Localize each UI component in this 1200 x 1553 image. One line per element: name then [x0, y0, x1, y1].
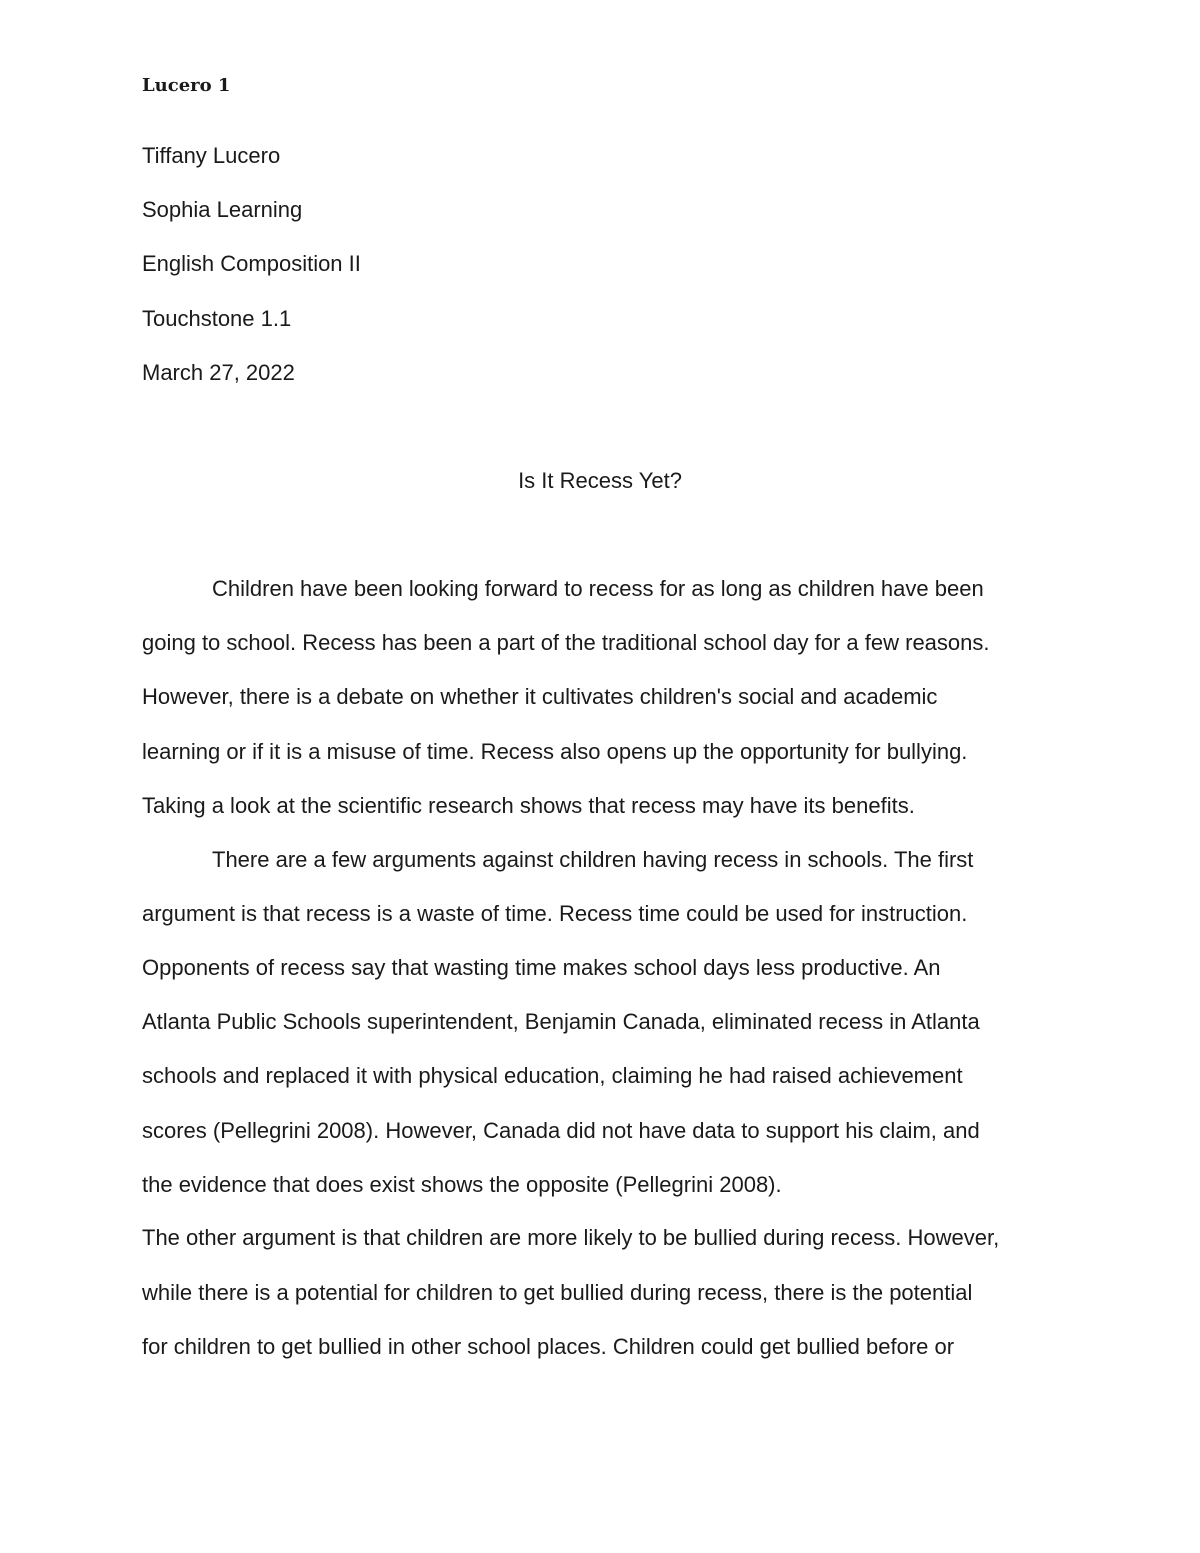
submission-date: March 27, 2022 — [142, 360, 295, 385]
paragraph-1-line-4: learning or if it is a misuse of time. Recess also opens up the opportunity for bullying. — [142, 739, 968, 764]
institution-name: Sophia Learning — [142, 197, 303, 222]
paragraph-2-line-4: Atlanta Public Schools superintendent, Benjamin Canada, eliminated recess in Atlanta — [142, 1009, 980, 1034]
assignment-name: Touchstone 1.1 — [142, 306, 292, 331]
paragraph-2-line-6: scores (Pellegrini 2008). However, Canada did not have data to support his claim, and — [142, 1118, 980, 1143]
student-name: Tiffany Lucero — [142, 143, 281, 168]
paragraph-3-line-1: The other argument is that children are more likely to be bullied during recess. However, — [142, 1225, 1000, 1250]
paragraph-3-line-3: for children to get bullied in other school places. Children could get bullied before or — [142, 1334, 955, 1359]
paragraph-1-line-3: However, there is a debate on whether it cultivates children's social and academic — [142, 684, 938, 709]
running-head: Lucero 1 — [142, 75, 231, 96]
course-name: English Composition II — [142, 251, 361, 276]
paragraph-3-line-2: while there is a potential for children to get bullied during recess, there is the potential — [142, 1280, 973, 1305]
paragraph-2-line-3: Opponents of recess say that wasting time makes school days less productive. An — [142, 955, 941, 980]
paragraph-1-line-2: going to school. Recess has been a part of the traditional school day for a few reasons. — [142, 630, 990, 655]
essay-title: Is It Recess Yet? — [518, 468, 682, 493]
paragraph-1-line-5: Taking a look at the scientific research shows that recess may have its benefits. — [142, 793, 915, 818]
paragraph-2-line-7: the evidence that does exist shows the opposite (Pellegrini 2008). — [142, 1172, 782, 1197]
paragraph-2-line-1: There are a few arguments against children having recess in schools. The first — [212, 847, 974, 872]
paragraph-2-line-5: schools and replaced it with physical education, claiming he had raised achievement — [142, 1063, 963, 1088]
paragraph-2-line-2: argument is that recess is a waste of time. Recess time could be used for instruction. — [142, 901, 968, 926]
paragraph-1-line-1: Children have been looking forward to recess for as long as children have been — [212, 576, 984, 601]
